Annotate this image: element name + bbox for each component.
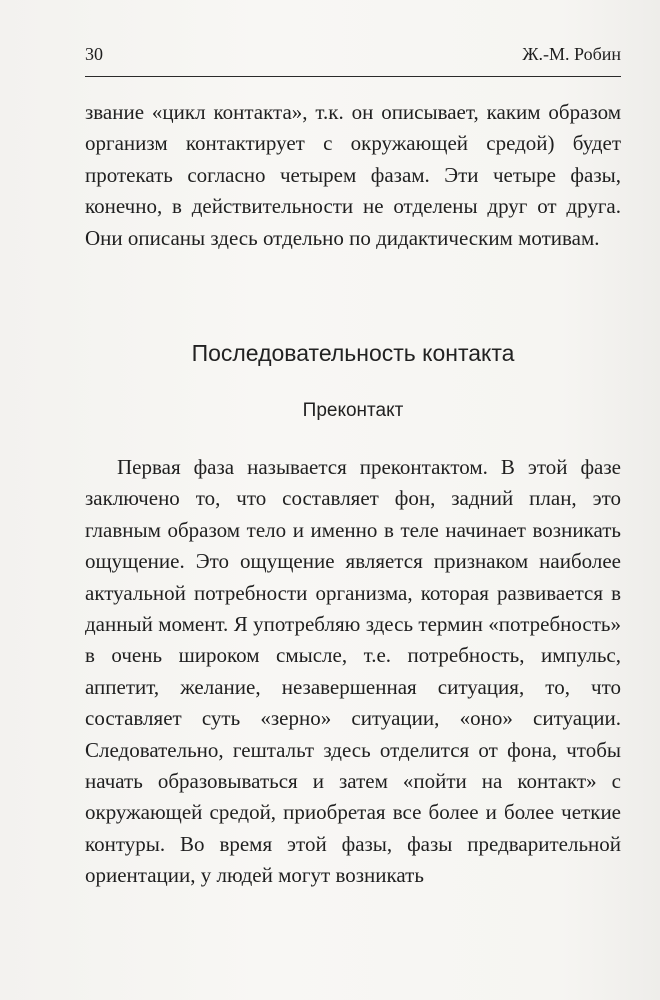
page-header [85,40,621,72]
running-head-author: Ж.-М. Робин [522,44,621,64]
paragraph-continuation: звание «цикл контакта», т.к. он описывает, каким образом организм контактирует с окружающей средой) будет протекать согласно четырем фазам. Эти четыре фазы, конечно, в действительности не отделены друг от друга. Они описаны здесь отдельно по дидактическим мотивам. [85,100,621,250]
subsection-heading: Преконтакт [302,400,404,421]
page-number: 30 [85,44,103,64]
section-heading: Последовательность контакта [191,340,515,366]
paragraph-precontact: Первая фаза называется преконтактом. В этой фазе заключено то, что составляет фон, задний план, это главным образом тело и именно в теле начинает возникать ощущение. Это ощущение является признаком наиболее актуальной потребности организма, которая развивается в данный момент. Я употребляю здесь термин «потребность» в очень широком смысле, т.е. потребность, импульс, аппетит, желание, незавершенная ситуация, то, что составляет суть «зерно» ситуации, «оно» ситуации. Следовательно, гештальт здесь отделится от фона, чтобы начать образовываться и затем «пойти на контакт» с окружающей средой, приобретая все более и более четкие контуры. Во время этой фазы, фазы предварительной ориентации, у людей могут возникать [85,455,621,888]
header-rule [85,76,621,77]
